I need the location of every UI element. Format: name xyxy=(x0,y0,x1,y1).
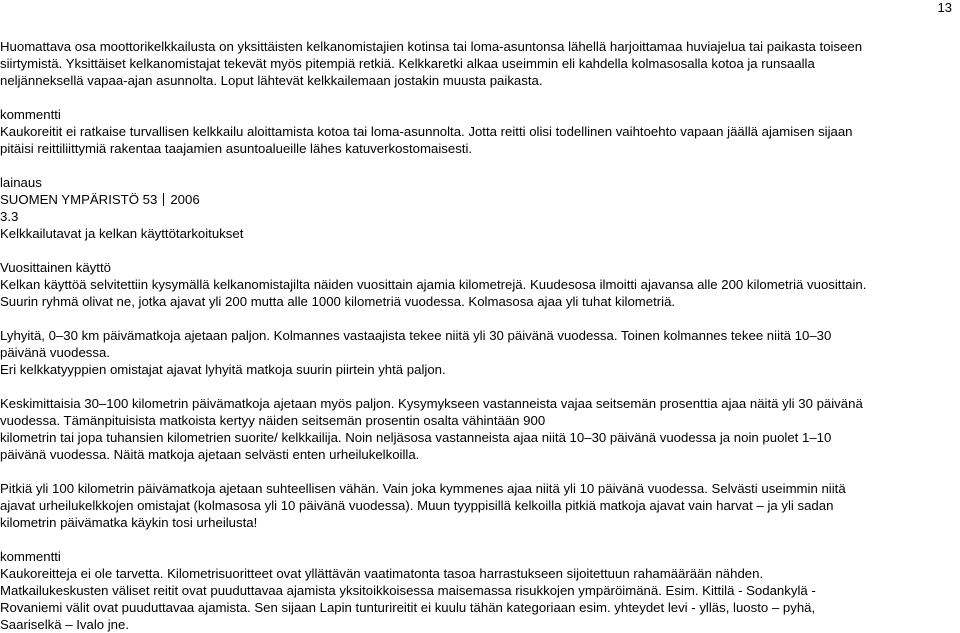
section-number: 3.3 xyxy=(0,209,19,224)
source-title: SUOMEN YMPÄRISTÖ 53 xyxy=(0,192,158,207)
comment-label: kommentti xyxy=(0,107,61,122)
paragraph: Keskimittaisia 30–100 kilometrin päivämatkoja ajetaan myös paljon. Kysymykseen vastanneista vajaa seitsemän prosenttia ajaa näitä yli 30 päivänä vuodessa. Tämänpituisista matkoista kertyy näiden seitsemän prosentin osalta vähintään 900 kilometrin tai jopa tuhansien kilometrien suorite/ kelkkailija. Noin neljäsosa vastanneista ajaa niitä 10–30 päivänä vuodessa ja noin puolet 1–10 päivänä vuodessa. Näitä matkoja ajetaan selvästi enten urheilukelkoilla. xyxy=(0,396,863,462)
source-year: 2006 xyxy=(170,192,200,207)
paragraph: Kelkan käyttöä selvitettiin kysymällä kelkanomistajilta näiden vuosittain ajamia kilometrejä. Kuudesosa ilmoitti ajavansa alle 200 kilometriä vuosittain. Suurin ryhmä olivat ne, jotka ajavat yli 200 mutta alle 1000 kilometriä vuodessa. Kolmasosa ajaa yli tuhat kilometriä. xyxy=(0,277,867,309)
source-line xyxy=(0,191,960,208)
subheading: Vuosittainen käyttö xyxy=(0,260,111,275)
document-body xyxy=(0,38,960,633)
paragraph: Kaukoreitteja ei ole tarvetta. Kilometrisuoritteet ovat yllättävän vaatimatonta tasoa harrastukseen sijoitettuun rahamäärään nähden. Matkailukeskusten väliset reitit ovat puuduttavaa ajamista yksitoikkoisessa maisemassa risukkojen ympäröimänä. Esim. Kittilä - Sodankylä - Rovaniemi välit ovat puuduttavaa ajamista. Sen sijaan Lapin tunturireitit ei kuulu tähän kategoriaan esim. yhteydet levi - ylläs, luosto – pyhä, Saariselkä – Ivalo jne. xyxy=(0,566,816,632)
paragraph: Huomattava osa moottorikelkkailusta on yksittäisten kelkanomistajien kotinsa tai loma-asuntonsa lähellä harjoittamaa huviajelua tai paikasta toiseen siirtymistä. Yksittäiset kelkanomistajat tekevät myös pitempiä retkiä. Kelkkaretki alkaa useimmin eli kahdella kolmasosalla kotoa ja runsaalla neljänneksellä vapaa-ajan asunnolta. Loput lähtevät kelkkailemaan jostakin muusta paikasta. xyxy=(0,39,863,88)
quote-label: lainaus xyxy=(0,175,42,190)
paragraph: Kaukoreitit ei ratkaise turvallisen kelkkailu aloittamista kotoa tai loma-asunnolta. Jotta reitti olisi todellinen vaihtoehto vapaan jäällä ajamisen sijaan pitäisi reittiliittymiä rakentaa taajamien asuntoalueille lähes katuverkostomaisesti. xyxy=(0,124,853,156)
paragraph: Pitkiä yli 100 kilometrin päivämatkoja ajetaan suhteellisen vähän. Vain joka kymmenes ajaa niitä yli 10 päivänä vuodessa. Selvästi useimmin niitä ajavat urheilukelkkojen omistajat (kolmasosa yli 10 päivänä vuodessa). Muun tyyppisillä kelkoilla pitkiä matkoja ajavat vain harvat – ja yli sadan kilometrin päivämatka käykin tosi urheilusta! xyxy=(0,481,846,530)
page-number: 13 xyxy=(937,0,952,15)
source-divider xyxy=(163,193,164,206)
comment-label: kommentti xyxy=(0,549,61,564)
paragraph: Lyhyitä, 0–30 km päivämatkoja ajetaan paljon. Kolmannes vastaajista tekee niitä yli 30 päivänä vuodessa. Toinen kolmannes tekee niitä 10–30 päivänä vuodessa. Eri kelkkatyyppien omistajat ajavat lyhyitä matkoja suurin piirtein yhtä paljon. xyxy=(0,328,832,377)
section-title: Kelkkailutavat ja kelkan käyttötarkoitukset xyxy=(0,226,244,241)
